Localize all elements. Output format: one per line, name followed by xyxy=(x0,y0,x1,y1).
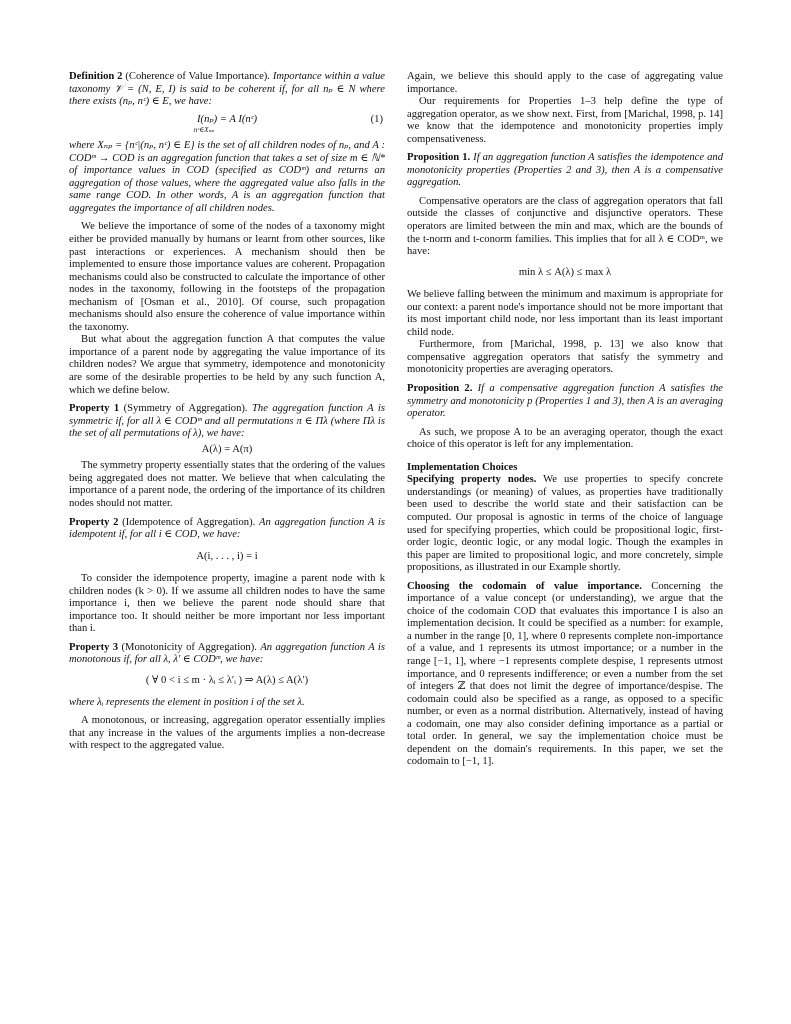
equation-idempotence: A(i, . . . , i) = i xyxy=(196,550,258,562)
paragraph: We believe the importance of some of the nodes of a taxonomy might either be provided manually by humans or learnt from other sources, like past interactions or experiences. A mechanism should then be implemented to ensure those importance values are coherent. Propagation mechanisms could also be constructed to calculate the importance of other nodes in the taxonomy, following in the footsteps of the propagation mechanism of [Osman et al., 2010]. Of course, such propagation mechanisms should also ensure the coherence of value importance within the taxonomy. xyxy=(69,221,385,333)
paragraph: As such, we propose A to be an averaging operator, though the exact choice of this operator is left for any implementation. xyxy=(407,426,723,451)
paragraph: Again, we believe this should apply to the case of aggregating value importance. xyxy=(407,71,723,95)
paragraph: Our requirements for Properties 1–3 help define the type of aggregation operator, as we show next. First, from [Marichal, 1998, p. 14] we know that the idempotence and monotonicity properties imply compensativeness. xyxy=(407,96,723,145)
property-3: Property 3 (Monotonicity of Aggregation). An aggregation function A is monotonous if, for all λ, λ′ ∈ CODᵐ, we have: xyxy=(69,641,385,666)
left-column xyxy=(69,71,385,753)
paragraph: But what about the aggregation function A that computes the value importance of a parent node by aggregating the value importance of its children nodes? We argue that symmetry, idempotence and monotonicity are some of the desirable properties to be held by any such function A, which we define below. xyxy=(69,334,385,396)
right-column xyxy=(407,71,723,769)
property-1: Property 1 (Symmetry of Aggregation). The aggregation function A is symmetric if, for all λ ∈ CODᵐ and all permutations π ∈ Πλ (where Πλ is the set of all permutations of λ), we have: xyxy=(69,403,385,440)
equation-monotonicity: ( ∀ 0 < i ≤ m · λᵢ ≤ λ′ᵢ ) ⇒ A(λ) ≤ A(λ′) xyxy=(145,674,309,686)
paragraph: Compensative operators are the class of aggregation operators that fall outside the classes of conjunctive and disjunctive operators. These operators are limited between the min and max, which are the bounds of the t-norm and t-conorm families. This implies that for all λ ∈ CODᵐ, we have: xyxy=(407,195,723,258)
property-2: Property 2 (Idempotence of Aggregation). An aggregation function A is idempotent if, for all i ∈ COD, we have: xyxy=(69,516,385,541)
proposition-1: Proposition 1. If an aggregation function A satisfies the idempotence and monotonicity properties (Properties 2 and 3), then A is a compensative aggregation. xyxy=(407,152,723,189)
monotonicity-note: where λᵢ represents the element in position i of the set λ. xyxy=(69,696,305,708)
equation-1: I(nₚ) = A I(nᶜ) (1) nᶜ∈Xₙₚ xyxy=(193,113,383,135)
specifying-property-nodes: Specifying property nodes. We use properties to specify concrete understandings (or meaning) of values, as properties have traditionally been used to describe the world state and their satisfaction can be computed. Our proposal is agnostic in terms of the choice of language used for specifying properties, which could be propositional logic, first-order logic, deontic logic, or any modal logic. Though the examples in this paper are limited to propositional logic, and more concretely, simple propositions, as illustrated in our Example shortly. xyxy=(407,474,723,574)
definition-2-continued: where Xₙₚ = {nᶜ|(nₚ, nᶜ) ∈ E} is the set of all children nodes of nₚ, and A : CODᵐ → COD is an aggregation function that takes a set of size m ∈ ℕ* of importance values in COD (specified as CODᵐ) and returns an aggregation of those values, where the aggregated value also falls in the same range COD. In other words, A is an aggregation function that aggregates the importance of all children nodes. xyxy=(69,140,385,214)
paragraph: We believe falling between the minimum and maximum is appropriate for our context: a parent node's importance should not be more important that its most important child node, nor less important than its least important child node. xyxy=(407,289,723,338)
section-title: Implementation Choices xyxy=(407,461,518,473)
paragraph: The symmetry property essentially states that the ordering of the values being aggregated does not matter. We believe that when calculating the importance of a parent node, the ordering of the importance of its children nodes should not matter. xyxy=(69,460,385,509)
proposition-2: Proposition 2. If a compensative aggregation function A satisfies the symmetry and monotonicity p (Properties 1 and 3), then A is an averaging operator. xyxy=(407,383,723,420)
paragraph: A monotonous, or increasing, aggregation operator essentially implies that any increase in the values of the arguments implies a non-decrease with respect to the aggregated value. xyxy=(69,715,385,752)
equation-min-max: min λ ≤ A(λ) ≤ max λ xyxy=(518,266,612,278)
definition-2: Definition 2 (Coherence of Value Importance). Importance within a value taxonomy 𝒱 = (N, E, I) is said to be coherent if, for all nₚ ∈ N where there exists (nₚ, nᶜ) ∈ E, we have: xyxy=(69,71,385,108)
equation-symmetry: A(λ) = A(π) xyxy=(201,443,253,455)
paragraph: To consider the idempotence property, imagine a parent node with k children nodes (k > 0). If we assume all children nodes to have the same importance i, then we believe the parent node should share that importance too. It should neither be more important nor less important than i. xyxy=(69,573,385,635)
paragraph: Furthermore, from [Marichal, 1998, p. 13] we also know that compensative aggregation operators that satisfy the symmetry and monotonicity properties are averaging operators. xyxy=(407,339,723,376)
choosing-codomain: Choosing the codomain of value importance. Concerning the importance of a value concept (or understanding), we argue that the choice of the codomain COD that evaluates this importance I is also an implementation decision. It could be specified as a number: for example, a number in the range [0, 1], where 0 represents complete non-importance of a value, and 1 represents its utmost importance; or a number in the range [−1, 1], where −1 represents complete despise, 1 represents utmost importance, and 0 represents indifference; or even a number from the set of integers ℤ that does not limit the degree of importance/despise. The codomain could also be specified as a range, as opposed to a specific number, or even as a normal distribution. Alternatively, instead of having a codomain, one may also consider defining importance as a partial or total order. In general, we say the implementation choice must be dependent on the domain's requirements. In this paper, we set the codomain to [−1, 1]. xyxy=(407,580,723,768)
